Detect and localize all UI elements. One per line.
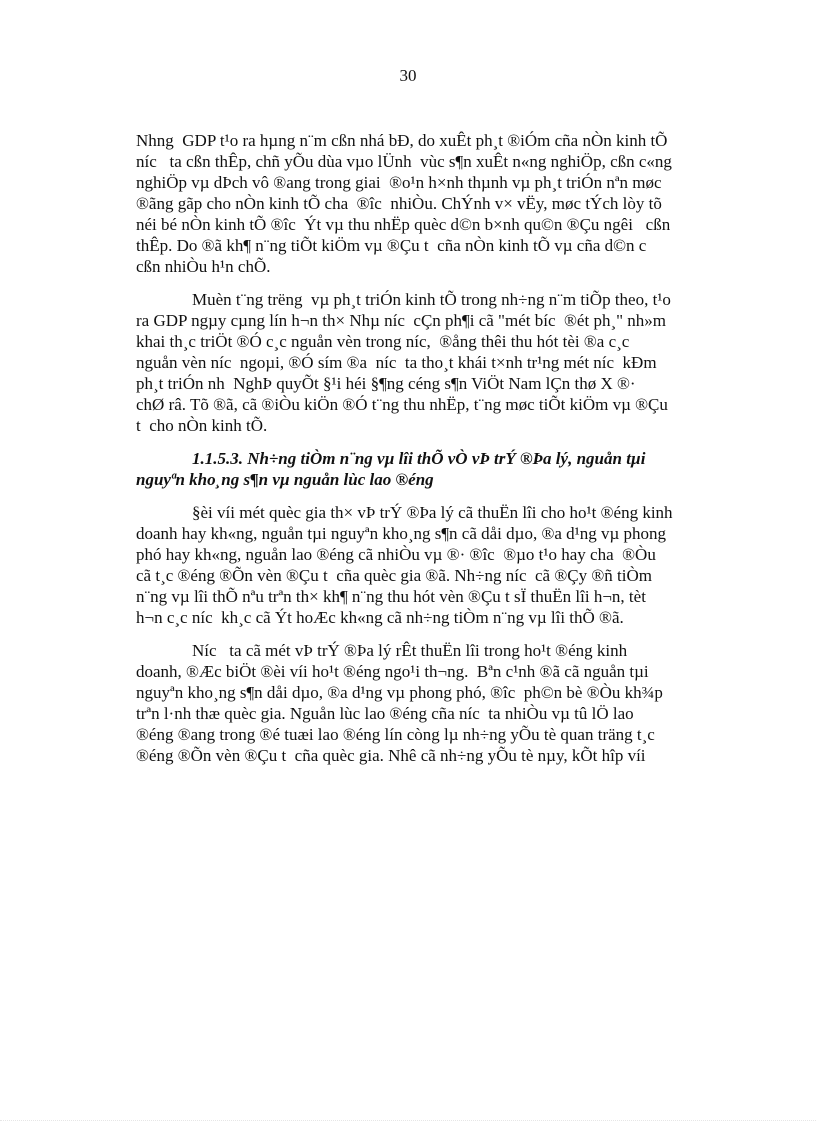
paragraph-line: cßn nhiÒu h¹n chÕ. [136,257,271,276]
heading-line: 1.1.5.3. Nh÷ng tiÒm n¨ng vµ lîi thÕ vÒ vÞ trÝ ®Þa lý, nguån tµi [192,449,646,468]
paragraph-line: ®ãng gãp cho nÒn kinh tÕ cha ®îc nhiÒu. ChÝnh v× vËy, møc tÝch lòy tõ [136,194,662,213]
paragraph-2 [136,289,768,436]
paragraph-line: phó hay kh«ng, nguån lao ®éng cã nhiÒu vµ ®· ®îc ®µo t¹o hay cha ®Òu [136,545,656,564]
paragraph-line: n¨ng vµ lîi thÕ nªu trªn th× kh¶ n¨ng thu hót vèn ®Çu t sÏ thuËn lîi h¬n, tèt [136,587,646,606]
paragraph-1 [136,130,768,277]
paragraph-line: h¬n c¸c níc kh¸c cã Ýt hoÆc kh«ng cã nh÷ng tiÒm n¨ng vµ lîi thÕ ®ã. [136,608,624,627]
paragraph-line: nguyªn kho¸ng s¶n dåi dµo, ®a d¹ng vµ phong phó, ®îc ph©n bè ®Òu kh¾p [136,683,663,702]
paragraph-line: Nhng GDP t¹o ra hµng n¨m cßn nhá bÐ, do xuÊt ph¸t ®iÓm cña nÒn kinh tÕ [136,131,668,150]
paragraph-line: níc ta cßn thÊp, chñ yÕu dùa vµo lÜnh vùc s¶n xuÊt n«ng nghiÖp, cßn c«ng [136,152,672,171]
paragraph-line: ®éng ®Õn vèn ®Çu t cña quèc gia. Nhê cã nh÷ng yÕu tè nµy, kÕt hîp víi [136,746,646,765]
paragraph-line: khai th¸c triÖt ®Ó c¸c nguån vèn trong níc, ®ång thêi thu hót tèi ®a c¸c [136,332,630,351]
paragraph-line: §èi víi mét quèc gia th× vÞ trÝ ®Þa lý cã thuËn lîi cho ho¹t ®éng kinh [192,503,673,522]
heading-line: nguyªn kho¸ng s¶n vµ nguån lùc lao ®éng [136,470,434,489]
paragraph-line: ®éng ®ang trong ®é tuæi lao ®éng lín còng lµ nh÷ng yÕu tè quan träng t¸c [136,725,655,744]
paragraph-line: nghiÖp vµ dÞch vô ®ang trong giai ®o¹n h×nh thµnh vµ ph¸t triÓn nªn møc [136,173,662,192]
paragraph-3 [136,502,768,628]
paragraph-line: ra GDP ngµy cµng lín h¬n th× Nhµ níc cÇn ph¶i cã "mét bíc ®ét ph¸" nh»m [136,311,667,330]
paragraph-line: Níc ta cã mét vÞ trÝ ®Þa lý rÊt thuËn lîi trong ho¹t ®éng kinh [192,641,628,660]
paragraph-line: néi bé nÒn kinh tÕ ®îc Ýt vµ thu nhËp quèc d©n b×nh qu©n ®Çu ngêi cßn [136,215,671,234]
paragraph-line: nguån vèn níc ngoµi, ®Ó sím ®a níc ta tho¸t khái t×nh tr¹ng mét níc kÐm [136,353,657,372]
document-body [136,130,768,766]
paragraph-line: Muèn t¨ng trëng vµ ph¸t triÓn kinh tÕ trong nh÷ng n¨m tiÕp theo, t¹o [192,290,671,309]
paragraph-line: doanh hay kh«ng, nguån tµi nguyªn kho¸ng s¶n cã dåi dµo, ®a d¹ng vµ phong [136,524,667,543]
section-heading [136,448,768,490]
page-number: 30 [399,66,417,85]
paragraph-line: doanh, ®Æc biÖt ®èi víi ho¹t ®éng ngo¹i th¬ng. Bªn c¹nh ®ã cã nguån tµi [136,662,649,681]
paragraph-line: trªn l·nh thæ quèc gia. Nguån lùc lao ®éng cña níc ta nhiÒu vµ tû lÖ lao [136,704,634,723]
paragraph-line: ph¸t triÓn nh NghÞ quyÕt §¹i héi §¶ng céng s¶n ViÖt Nam lÇn thø X ®· [136,374,636,393]
paragraph-line: cã t¸c ®éng ®Õn vèn ®Çu t cña quèc gia ®ã. Nh÷ng níc cã ®Çy ®ñ tiÒm [136,566,652,585]
paragraph-line: thÊp. Do ®ã kh¶ n¨ng tiÕt kiÖm vµ ®Çu t cña nÒn kinh tÕ vµ cña d©n c [136,236,647,255]
page-bottom-rule [0,1120,816,1121]
paragraph-4 [136,640,768,766]
paragraph-line: chØ râ. Tõ ®ã, cã ®iÒu kiÖn ®Ó t¨ng thu nhËp, t¨ng møc tiÕt kiÖm vµ ®Çu [136,395,668,414]
paragraph-line: t cho nÒn kinh tÕ. [136,416,268,435]
